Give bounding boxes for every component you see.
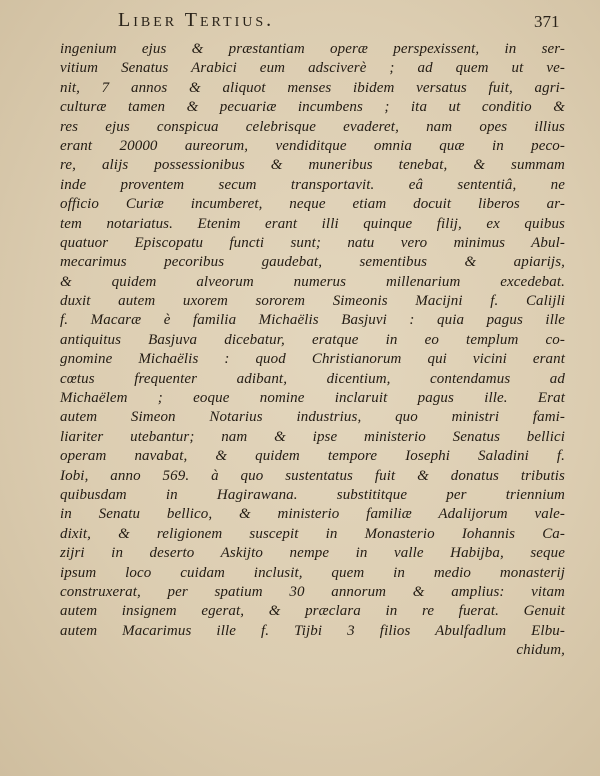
text-line: construxerat, per spatium 30 annorum & amplius: vitam xyxy=(60,583,565,600)
text-line: officio Curiæ incumberet, neque etiam docuit liberos ar- xyxy=(60,196,565,213)
text-line: chidum, xyxy=(516,642,565,659)
text-line: inde proventem secum transportavit. eâ sententiâ, ne xyxy=(60,176,565,193)
text-line: zijri in deserto Askijto nempe in valle Habijba, seque xyxy=(60,545,565,562)
text-line: mecarimus pecoribus gaudebat, sementibus & apiarijs, xyxy=(60,254,565,271)
text-line: duxit autem uxorem sororem Simeonis Macijni f. Calijli xyxy=(60,293,565,310)
text-line: vitium Senatus Arabici eum adsciverè ; ad quem ut ve- xyxy=(60,60,565,77)
text-line: autem Macarimus ille f. Tijbi 3 filios Abulfadlum Elbu- xyxy=(60,622,565,639)
text-line: operam navabat, & quidem tempore Iosephi Saladini f. xyxy=(60,448,565,465)
text-line: ingenium ejus & præstantiam operæ perspexissent, in ser- xyxy=(60,41,565,57)
text-line: autem insignem egerat, & præclara in re fuerat. Genuit xyxy=(60,603,565,620)
text-line: Iobi, anno 569. à quo sustentatus fuit & donatus tributis xyxy=(60,467,565,484)
text-line: antiquitus Basjuva dicebatur, eratque in eo templum co- xyxy=(60,331,565,348)
text-line: Michaëlem ; eoque nomine inclaruit pagus ille. Erat xyxy=(60,390,565,407)
text-line: gnomine Michaëlis : quod Christianorum qui vicini erant xyxy=(60,351,565,368)
text-line: cœtus frequenter adibant, dicentium, contendamus ad xyxy=(60,370,565,387)
text-line: autem Simeon Notarius industrius, quo ministri fami- xyxy=(60,409,565,426)
text-line: culturæ tamen & pecuariæ incumbens ; ita ut conditio & xyxy=(60,99,565,116)
text-line: & quidem alveorum numerus millenarium excedebat. xyxy=(60,273,565,290)
text-line: res ejus conspicua celebrisque evaderet, nam opes illius xyxy=(60,118,565,135)
text-line: in Senatu bellico, & ministerio familiæ Adalijorum vale- xyxy=(60,506,565,523)
text-line: quibusdam in Hagirawana. substititque per triennium xyxy=(60,486,565,503)
text-line: quatuor Episcopatu functi sunt; natu vero minimus Abul- xyxy=(60,234,565,251)
text-line: liariter utebantur; nam & ipse ministerio Senatus bellici xyxy=(60,428,565,445)
text-line: ipsum loco cuidam inclusit, quem in medio monasterij xyxy=(60,564,565,581)
text-body xyxy=(60,40,565,661)
page-number: 371 xyxy=(534,12,560,31)
text-line: erant 20000 aureorum, vendiditque omnia quæ in peco- xyxy=(60,137,565,154)
text-line: dixit, & religionem suscepit in Monasterio Iohannis Ca- xyxy=(60,525,565,542)
text-line: nit, 7 annos & aliquot menses ibidem versatus fuit, agri- xyxy=(60,79,565,96)
running-head: Liber Tertius. xyxy=(118,9,275,31)
text-line: f. Macaræ è familia Michaëlis Basjuvi : quia pagus ille xyxy=(60,312,565,329)
page-header xyxy=(0,6,600,36)
text-line: tem notariatus. Etenim erant illi quinque filij, ex quibus xyxy=(60,215,565,232)
text-line: re, alijs possessionibus & muneribus tenebat, & summam xyxy=(60,157,565,174)
